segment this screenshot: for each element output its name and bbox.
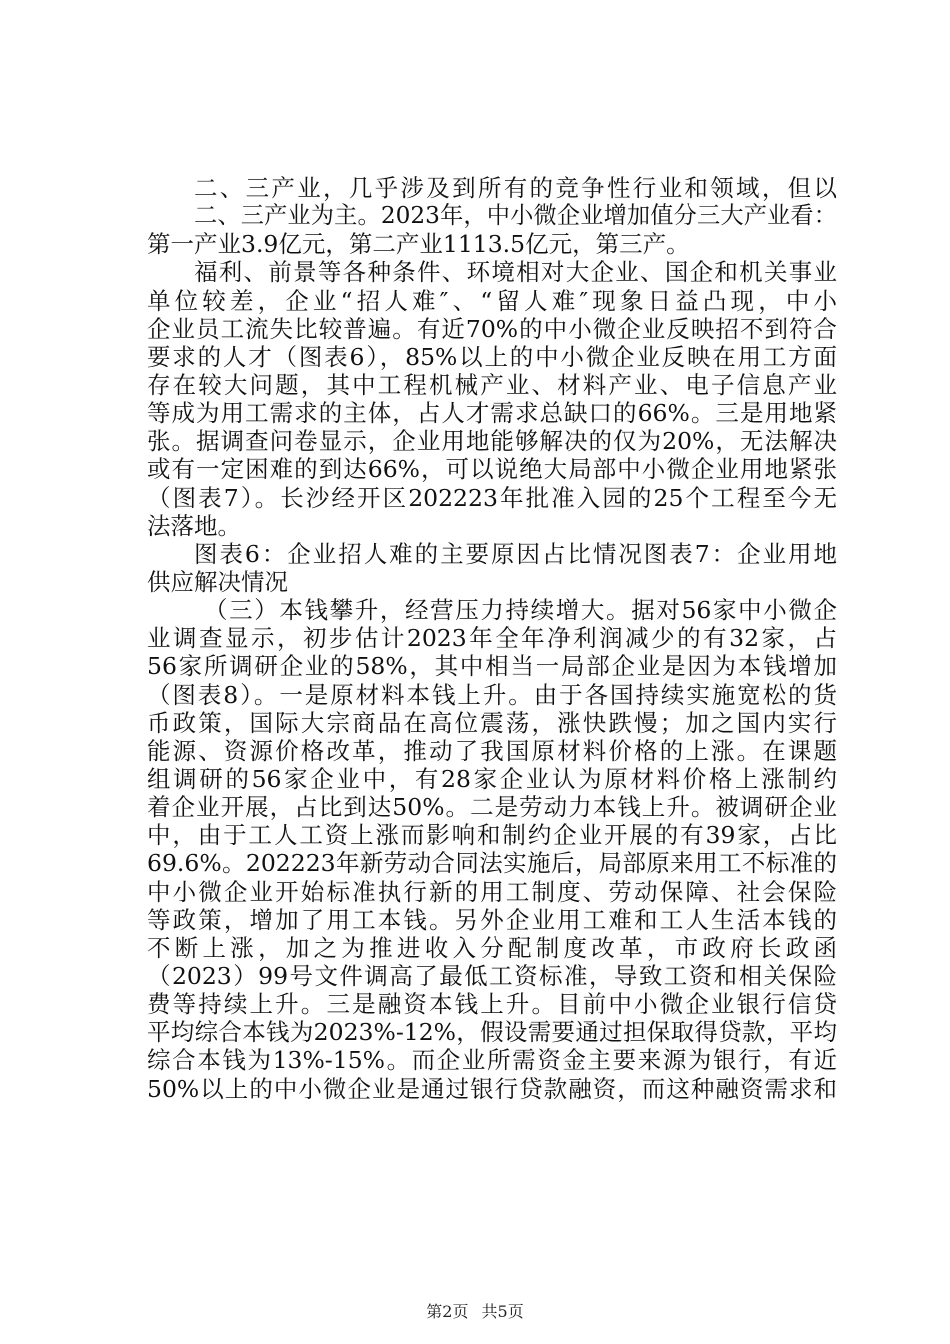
page-number: 第2页 — [426, 1302, 469, 1321]
text-line: 二、三产业为主。2023年，中小微企业增加值分三大产业看： — [194, 202, 837, 230]
text-line: 等政策，增加了用工本钱。另外企业用工难和工人生活本钱的 — [147, 905, 837, 934]
text-line: 二、三产业，几乎涉及到所有的竞争性行业和领域，但以 — [194, 174, 837, 202]
text-line: 要求的人才（图表6），85%以上的中小微企业反映在用工方面 — [147, 342, 837, 371]
document-body — [147, 174, 837, 1103]
text-line: 第一产业3.9亿元，第二产业1113.5亿元，第三产。 — [147, 230, 690, 259]
text-line: 平均综合本钱为2023%-12%，假设需要通过担保取得贷款，平均 — [147, 1018, 837, 1047]
text-line: 能源、资源价格改革，推动了我国原材料价格的上涨。在课题 — [147, 736, 837, 765]
text-line: 组调研的56家企业中，有28家企业认为原材料价格上涨制约 — [147, 764, 837, 793]
text-line: 业调查显示，初步估计2023年全年净利润减少的有32家，占 — [147, 624, 837, 653]
figure-caption-line: 图表6：企业招人难的主要原因占比情况图表7：企业用地 — [194, 539, 837, 568]
text-line: 等成为用工需求的主体，占人才需求总缺口的66%。三是用地紧 — [147, 399, 837, 428]
text-line: （三）本钱攀升，经营压力持续增大。据对56家中小微企 — [204, 596, 837, 625]
text-line: 存在较大问题，其中工程机械产业、材料产业、电子信息产业 — [147, 370, 837, 399]
text-line: （2023）99号文件调高了最低工资标准，导致工资和相关保险 — [147, 961, 837, 990]
page-footer — [0, 1302, 950, 1322]
text-line: 中小微企业开始标准执行新的用工制度、劳动保障、社会保险 — [147, 877, 837, 906]
text-line: 福利、前景等各种条件、环境相对大企业、国企和机关事业 — [194, 258, 837, 287]
text-line: 56家所调研企业的58%，其中相当一局部企业是因为本钱增加 — [147, 652, 837, 681]
text-line: 企业员工流失比较普遍。有近70%的中小微企业反映招不到符合 — [147, 314, 837, 343]
text-line: 中，由于工人工资上涨而影响和制约企业开展的有39家，占比 — [147, 821, 837, 850]
text-line: （图表7）。长沙经开区202223年批准入园的25个工程至今无 — [147, 483, 837, 512]
text-line: 费等持续上升。三是融资本钱上升。目前中小微企业银行信贷 — [147, 990, 837, 1019]
figure-caption-line: 供应解决情况 — [147, 567, 288, 596]
page-total: 共5页 — [481, 1302, 524, 1321]
text-line: 综合本钱为13%-15%。而企业所需资金主要来源为银行，有近 — [147, 1046, 837, 1075]
text-line: 不断上涨，加之为推进收入分配制度改革，市政府长政函 — [147, 933, 837, 962]
text-line: 法落地。 — [147, 511, 241, 540]
text-line: （图表8）。一是原材料本钱上升。由于各国持续实施宽松的货 — [147, 680, 837, 709]
text-line: 张。据调查问卷显示，企业用地能够解决的仅为20%，无法解决 — [147, 427, 837, 456]
text-line: 着企业开展，占比到达50%。二是劳动力本钱上升。被调研企业 — [147, 793, 837, 822]
text-line: 69.6%。202223年新劳动合同法实施后，局部原来用工不标准的 — [147, 849, 837, 878]
text-line: 50%以上的中小微企业是通过银行贷款融资，而这种融资需求和 — [147, 1074, 837, 1103]
text-line: 单位较差，企业“招人难″、“留人难″现象日益凸现，中小 — [147, 286, 837, 315]
text-line: 或有一定困难的到达66%，可以说绝大局部中小微企业用地紧张 — [147, 455, 837, 484]
text-line: 币政策，国际大宗商品在高位震荡，涨快跌慢；加之国内实行 — [147, 708, 837, 737]
